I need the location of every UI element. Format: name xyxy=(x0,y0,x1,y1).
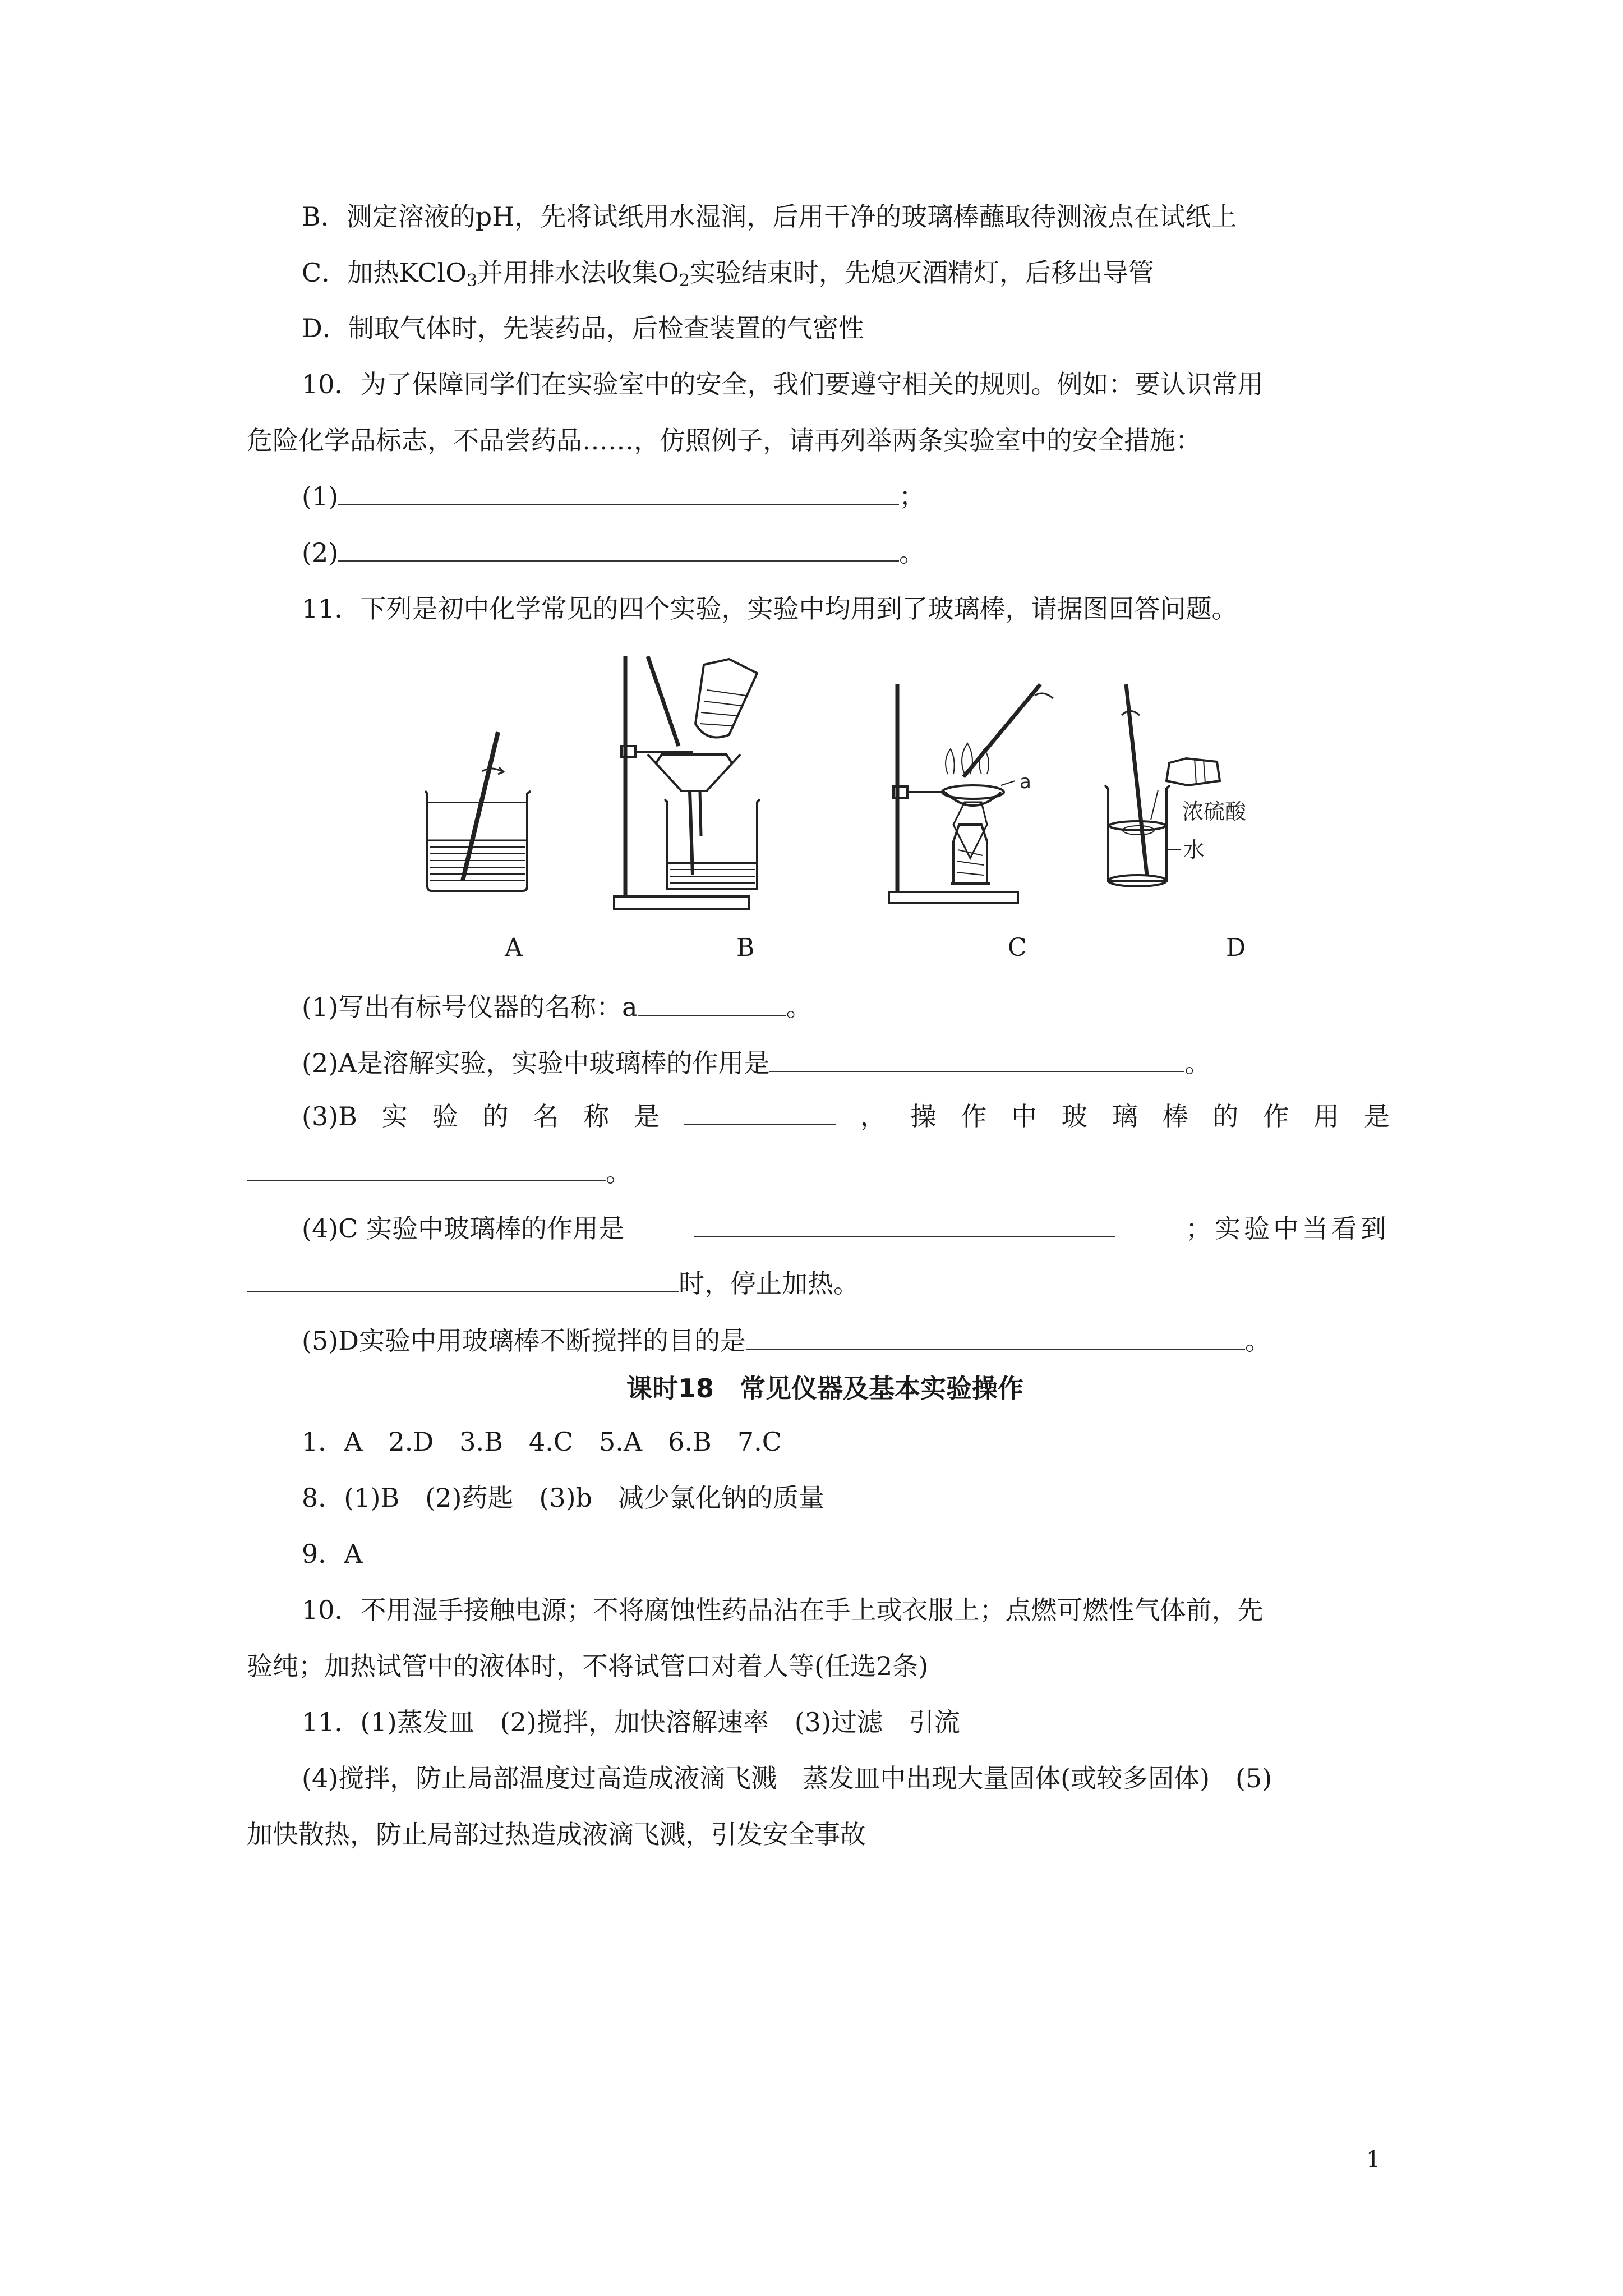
caption-a: A xyxy=(505,933,523,962)
label-a: a xyxy=(1020,771,1031,793)
q10-item1 xyxy=(302,480,925,513)
answers-title: 课时18 常见仪器及基本实验操作 xyxy=(626,1373,1024,1404)
option-d: D．制取气体时，先装药品，后检查装置的气密性 xyxy=(302,313,864,343)
caption-c: C xyxy=(1008,933,1027,962)
q11-p3-word: 用 xyxy=(1313,1101,1340,1131)
caption-b: B xyxy=(736,933,755,962)
option-c xyxy=(302,256,1154,298)
label-acid: 浓硫酸 xyxy=(1182,799,1247,824)
q10-item2-label: (2) xyxy=(302,537,339,568)
figure-c-evaporation xyxy=(889,684,1053,903)
answer-11-line1: 11．(1)蒸发皿 (2)搅拌，加快溶解速率 (3)过滤 引流 xyxy=(302,1707,961,1737)
answer-1-7: 1．A 2.D 3.B 4.C 5.A 6.B 7.C xyxy=(302,1427,782,1457)
answer-9: 9．A xyxy=(302,1539,363,1569)
q11-p3-comma: ， xyxy=(860,1101,886,1131)
q11-p3-word: 中 xyxy=(1011,1101,1038,1131)
option-c-sub2: 2 xyxy=(679,271,690,291)
q11-p3-word: 是 xyxy=(633,1101,660,1131)
q11-part5 xyxy=(302,1324,1271,1358)
q11-p2-pre: (2)A是溶解实验，实验中玻璃棒的作用是 xyxy=(302,1048,770,1078)
experiment-figure xyxy=(393,634,1290,926)
answer-blank[interactable] xyxy=(746,1324,1245,1350)
option-c-sub1: 3 xyxy=(466,271,478,291)
answer-blank[interactable] xyxy=(338,536,899,562)
q10-item2 xyxy=(302,536,925,569)
q11-p5-end: 。 xyxy=(1245,1326,1271,1356)
q11-p2-end: 。 xyxy=(1184,1048,1211,1078)
q11-p3-word: 验 xyxy=(432,1101,458,1131)
q11-p3-word: 的 xyxy=(1212,1101,1239,1131)
q10-line1: 10．为了保障同学们在实验室中的安全，我们要遵守相关的规则。例如：要认识常用 xyxy=(302,369,1264,399)
q11-p3-word: 的 xyxy=(482,1101,509,1131)
q11-p3-word: 名 xyxy=(533,1101,559,1131)
q11-p3-word: 是 xyxy=(1363,1101,1390,1131)
answer-blank[interactable] xyxy=(694,1212,1115,1237)
q11-p3-word: 实 xyxy=(381,1101,408,1131)
q11-p1-end: 。 xyxy=(786,992,812,1022)
answer-blank[interactable] xyxy=(638,990,786,1016)
answer-blank[interactable] xyxy=(684,1099,836,1125)
answer-blank[interactable] xyxy=(769,1046,1184,1072)
q11-p4-pre: (4)C 实验中玻璃棒的作用是 xyxy=(302,1213,624,1244)
q11-p3-word: 操 xyxy=(910,1101,937,1131)
q11-p3-word: 璃 xyxy=(1112,1101,1138,1131)
q11-part4-line2 xyxy=(247,1267,859,1300)
answer-blank[interactable] xyxy=(247,1156,606,1181)
answer-8: 8．(1)B (2)药匙 (3)b 减少氯化钠的质量 xyxy=(302,1483,824,1513)
q11-p3-word: 作 xyxy=(961,1101,987,1131)
q11-p3-end: 。 xyxy=(606,1157,631,1188)
answer-11-line3: 加快散热，防止局部过热造成液滴飞溅，引发安全事故 xyxy=(247,1819,866,1849)
q11-part1 xyxy=(302,990,812,1024)
q11-p3-word: 作 xyxy=(1263,1101,1289,1131)
q11-part3-line1 xyxy=(302,1099,1390,1133)
answer-blank[interactable] xyxy=(247,1267,679,1292)
answer-10-line2: 验纯；加热试管中的液体时，不将试管口对着人等(任选2条) xyxy=(247,1651,929,1681)
figure-b-filtration xyxy=(614,656,760,909)
q10-item2-end: 。 xyxy=(899,537,925,568)
q11-p1-pre: (1)写出有标号仪器的名称：a xyxy=(302,992,638,1022)
q11-part3-line2 xyxy=(247,1156,631,1189)
option-c-pre: C．加热KClO xyxy=(302,257,467,288)
answer-10-line1: 10．不用湿手接触电源；不将腐蚀性药品沾在手上或衣服上；点燃可燃性气体前，先 xyxy=(302,1595,1264,1625)
q11-p3-word: (3)B xyxy=(302,1101,357,1131)
q11-p3-word: 棒 xyxy=(1162,1101,1188,1131)
q11-p3-word: 玻 xyxy=(1061,1101,1087,1131)
q11-part4-line1 xyxy=(302,1212,1390,1245)
q10-item1-end: ； xyxy=(899,481,925,512)
q11-part2 xyxy=(302,1046,1210,1080)
q11-p4-post: 时，停止加热。 xyxy=(679,1268,859,1299)
option-b: B．测定溶液的pH，先将试纸用水湿润，后用干净的玻璃棒蘸取待测液点在试纸上 xyxy=(302,201,1237,232)
q11-p4-mid: ；实验中当看到 xyxy=(1185,1213,1390,1244)
option-c-mid: 并用排水法收集O xyxy=(477,257,679,288)
answer-blank[interactable] xyxy=(338,480,899,505)
q10-item1-label: (1) xyxy=(302,481,339,512)
answer-11-line2: (4)搅拌，防止局部温度过高造成液滴飞溅 蒸发皿中出现大量固体(或较多固体) (5) xyxy=(302,1763,1272,1793)
q11-intro: 11．下列是初中化学常见的四个实验，实验中均用到了玻璃棒，请据图回答问题。 xyxy=(302,593,1238,624)
option-c-post: 实验结束时，先熄灭酒精灯，后移出导管 xyxy=(689,257,1154,288)
page-number: 1 xyxy=(1366,2147,1381,2173)
q11-p3-word: 称 xyxy=(583,1101,610,1131)
label-water: 水 xyxy=(1183,838,1205,862)
q11-p5-pre: (5)D实验中用玻璃棒不断搅拌的目的是 xyxy=(302,1326,746,1356)
figure-d-dilution xyxy=(1105,684,1247,886)
figure-a-dissolving xyxy=(425,732,531,891)
caption-d: D xyxy=(1226,933,1246,962)
q10-line2: 危险化学品标志，不品尝药品……，仿照例子，请再列举两条实验室中的安全措施： xyxy=(247,425,1201,455)
